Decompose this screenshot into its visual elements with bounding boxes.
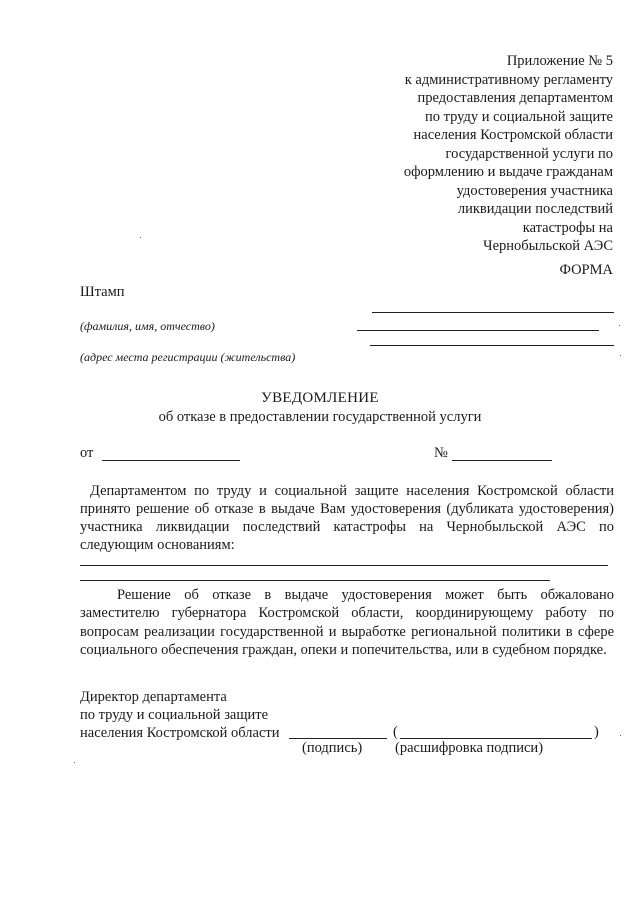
director-line: по труду и социальной защите [80,707,269,723]
scan-speck [74,762,75,763]
appendix-line: по труду и социальной защите [424,108,613,125]
director-line: Директор департамента [80,689,227,705]
recipient-line-1 [372,312,614,313]
appendix-header [353,52,613,256]
appendix-line: ликвидации последствий [457,201,613,217]
decode-line [400,738,592,739]
address-label: (адрес места регистрации (жительства) [80,350,296,364]
appendix-line: оформлению и выдаче гражданам [403,164,613,180]
reason-line-2 [80,580,550,581]
director-line: населения Костромской области [80,725,280,741]
appeal-paragraph: Решение об отказе в выдаче удостоверения может быть обжаловано заместителю губернатора Костромской области, координирующему работу по вопросам реализации государственной и выработке региональной политики в сфере социального обеспечения граждан, опеки и попечительства, или в судебном порядке. [80,587,614,658]
signature-line [289,738,387,739]
scan-speck [620,735,621,736]
number-label: № [434,445,448,461]
recipient-fio-line [357,330,599,331]
appendix-line: предоставления департаментом [417,90,613,106]
notice-title: УВЕДОМЛЕНИЕ [261,390,379,406]
refusal-paragraph: Департаментом по труду и социальной защите населения Костромской области принято решение об отказе в выдаче Вам удостоверения (дубликата удостоверения) участника ликвидации последствий катастрофы на Чернобыльской АЭС по следующим основаниям: [80,483,614,553]
stamp-label: Штамп [80,284,125,300]
scan-speck [620,355,621,356]
recipient-line-3 [370,345,614,346]
decode-open-paren: ( [393,724,398,740]
scan-speck [619,325,620,326]
director-title [80,688,280,742]
number-field-line [452,460,552,461]
reason-line-1 [80,565,608,566]
decode-caption: (расшифровка подписи) [395,740,544,756]
appendix-line: удостоверения участника [456,182,613,199]
notice-subtitle: об отказе в предоставлении государственной услуги [158,409,482,425]
decode-close-paren: ) [594,724,599,740]
signature-caption: (подпись) [302,740,363,756]
appendix-line: к административному регламенту [404,71,613,88]
appendix-line: катастрофы на [522,219,613,236]
appendix-line: Приложение № 5 [506,53,613,69]
form-label: ФОРМА [559,262,613,278]
appendix-line: населения Костромской области [413,127,613,143]
appendix-line: Чернобыльской АЭС [483,238,613,254]
date-field-line [102,460,240,461]
date-label: от [80,445,94,461]
scan-speck [140,237,141,238]
fio-label: (фамилия, имя, отчество) [80,319,215,333]
appendix-line: государственной услуги по [445,145,613,162]
